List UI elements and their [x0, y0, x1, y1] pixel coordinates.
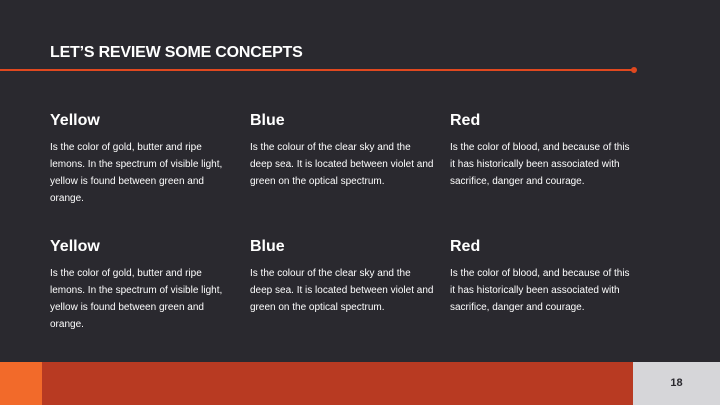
concept-blue: [250, 112, 435, 190]
concept-description: Is the color of gold, butter and ripe lemons. In the spectrum of visible light, yellow is found between green and orange.: [50, 142, 223, 204]
concept-red: [450, 112, 635, 190]
concept-description: Is the colour of the clear sky and the deep sea. It is located between violet and green on the optical spectrum.: [250, 268, 434, 313]
concept-red: [450, 238, 635, 316]
concept-heading: Yellow: [50, 238, 100, 255]
concept-heading: Red: [450, 238, 481, 255]
page-number: 18: [670, 377, 683, 389]
concept-description: Is the color of blood, and because of this it has historically been associated with sacrifice, danger and courage.: [450, 142, 630, 187]
slide-title: LET’S REVIEW SOME CONCEPTS: [50, 44, 303, 61]
title-underline: [0, 69, 633, 71]
concept-heading: Blue: [250, 112, 285, 129]
concept-heading: Red: [450, 112, 481, 129]
title-underline-dot: [631, 67, 637, 73]
concept-description: Is the colour of the clear sky and the deep sea. It is located between violet and green on the optical spectrum.: [250, 142, 434, 187]
concept-description: Is the color of blood, and because of this it has historically been associated with sacrifice, danger and courage.: [450, 268, 630, 313]
concept-heading: Yellow: [50, 112, 100, 129]
concept-blue: [250, 238, 435, 316]
footer-red-band: [42, 362, 633, 405]
concept-yellow: [50, 238, 235, 333]
footer-orange-block: [0, 362, 42, 405]
footer-bar: [0, 362, 720, 405]
concept-heading: Blue: [250, 238, 285, 255]
concept-yellow: [50, 112, 235, 207]
concept-description: Is the color of gold, butter and ripe lemons. In the spectrum of visible light, yellow is found between green and orange.: [50, 268, 223, 330]
